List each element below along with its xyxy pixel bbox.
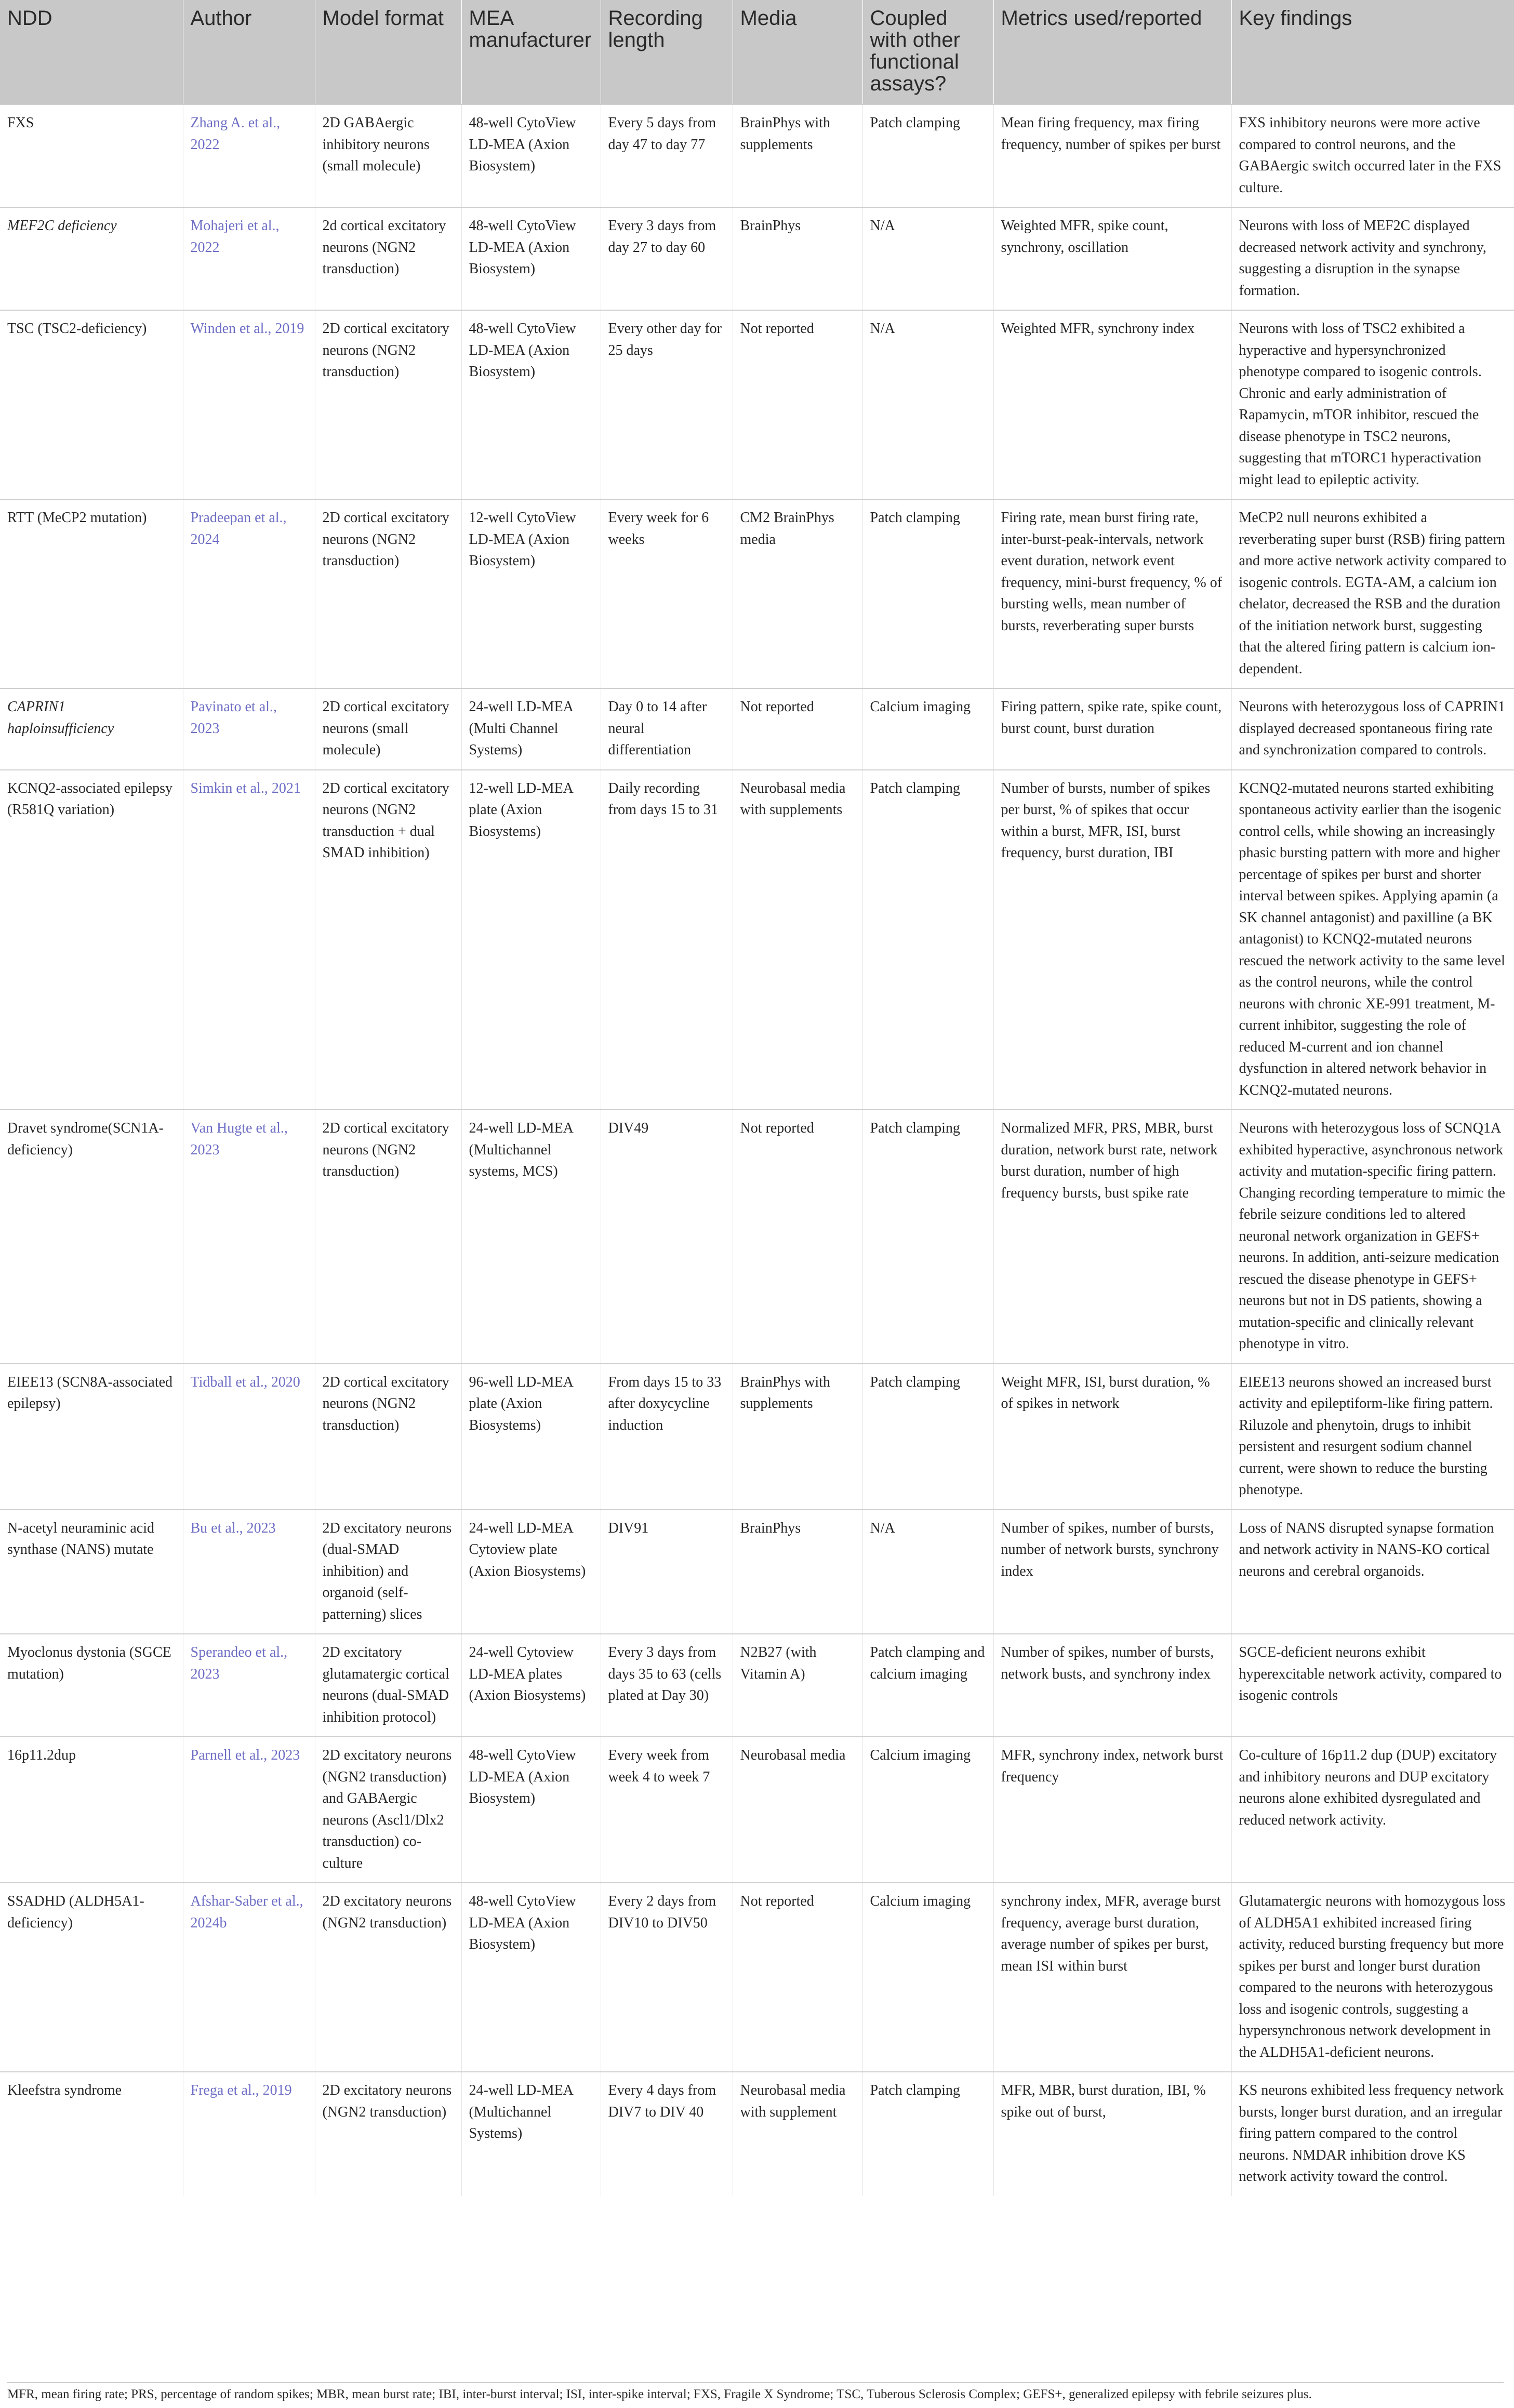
cell-key-findings: Neurons with heterozygous loss of SCNQ1A exhibited hyperactive, asynchronous network activity and mutation-specific firing pattern. Changing recording temperature to mimic the febrile seizure conditions led to altered neuronal network organization in GEFS+ neurons. In addition, anti-seizure medication rescued the disease phenotype in GEFS+ neurons but not in DS patients, showing a mutation-specific and clinically relevant phenotype in vitro.	[1231, 1110, 1514, 1364]
table-row	[0, 1110, 1514, 1364]
cell-ndd: SSADHD (ALDH5A1-deficiency)	[0, 1883, 183, 2072]
cell-key-findings: MeCP2 null neurons exhibited a reverberating super burst (RSB) firing pattern and more active network activity compared to isogenic controls. EGTA-AM, a calcium ion chelator, decreased the RSB and the duration of the initiation network burst, suggesting that the altered firing pattern is calcium ion-dependent.	[1231, 499, 1514, 688]
header-ndd: NDD	[0, 0, 183, 104]
cell-coupled-assays: Patch clamping	[862, 2072, 993, 2196]
table-row	[0, 688, 1514, 770]
cell-mea-manufacturer: 24-well LD-MEA Cytoview plate (Axion Biosystems)	[461, 1510, 601, 1634]
cell-author-link[interactable]: Afshar-Saber et al., 2024b	[183, 1883, 315, 2072]
cell-coupled-assays: Patch clamping	[862, 1110, 993, 1364]
cell-mea-manufacturer: 48-well CytoView LD-MEA (Axion Biosystem)	[461, 1737, 601, 1883]
cell-recording-length: Day 0 to 14 after neural differentiation	[601, 688, 733, 770]
table-row	[0, 499, 1514, 688]
cell-key-findings: Co-culture of 16p11.2 dup (DUP) excitatory and inhibitory neurons and DUP excitatory neurons alone exhibited dysregulated and reduced network activity.	[1231, 1737, 1514, 1883]
cell-recording-length: Every 2 days from DIV10 to DIV50	[601, 1883, 733, 2072]
cell-ndd: TSC (TSC2-deficiency)	[0, 310, 183, 499]
cell-model-format: 2D cortical excitatory neurons (NGN2 transduction)	[315, 310, 461, 499]
cell-key-findings: Neurons with loss of MEF2C displayed decreased network activity and synchrony, suggesting a disruption in the synapse formation.	[1231, 207, 1514, 310]
cell-metrics: Number of bursts, number of spikes per burst, % of spikes that occur within a burst, MFR, ISI, burst frequency, burst duration, IBI	[993, 770, 1231, 1110]
cell-media: BrainPhys with supplements	[733, 1364, 862, 1510]
cell-recording-length: Every week for 6 weeks	[601, 499, 733, 688]
cell-ndd: Dravet syndrome(SCN1A-deficiency)	[0, 1110, 183, 1364]
cell-author-link[interactable]: Mohajeri et al., 2022	[183, 207, 315, 310]
cell-model-format: 2D cortical excitatory neurons (small molecule)	[315, 688, 461, 770]
cell-coupled-assays: Calcium imaging	[862, 688, 993, 770]
cell-key-findings: KCNQ2-mutated neurons started exhibiting spontaneous activity earlier than the isogenic control cells, while showing an increasingly phasic bursting pattern with more and higher percentage of spikes per burst and shorter interval between spikes. Applying apamin (a SK channel antagonist) and paxilline (a BK antagonist) to KCNQ2-mutated neurons rescued the network activity to the same level as the control neurons, while the control neurons with chronic XE-991 treatment, M-current inhibitor, suggesting the role of reduced M-current and ion channel dysfunction in altered network behavior in KCNQ2-mutated neurons.	[1231, 770, 1514, 1110]
cell-metrics: Firing rate, mean burst firing rate, inter-burst-peak-intervals, network event duration, network event frequency, mini-burst frequency, % of bursting wells, mean number of bursts, reverberating super bursts	[993, 499, 1231, 688]
cell-metrics: MFR, synchrony index, network burst frequency	[993, 1737, 1231, 1883]
cell-key-findings: Neurons with loss of TSC2 exhibited a hyperactive and hypersynchronized phenotype compared to isogenic controls. Chronic and early administration of Rapamycin, mTOR inhibitor, rescued the disease phenotype in TSC2 neurons, suggesting that mTORC1 hyperactivation might lead to epileptic activity.	[1231, 310, 1514, 499]
table-row	[0, 1510, 1514, 1634]
cell-mea-manufacturer: 48-well CytoView LD-MEA (Axion Biosystem)	[461, 207, 601, 310]
cell-author-link[interactable]: Van Hugte et al., 2023	[183, 1110, 315, 1364]
cell-key-findings: SGCE-deficient neurons exhibit hyperexcitable network activity, compared to isogenic controls	[1231, 1634, 1514, 1737]
cell-metrics: Normalized MFR, PRS, MBR, burst duration, network burst rate, network burst duration, number of high frequency bursts, bust spike rate	[993, 1110, 1231, 1364]
cell-key-findings: FXS inhibitory neurons were more active compared to control neurons, and the GABAergic switch occurred later in the FXS culture.	[1231, 104, 1514, 207]
table-row	[0, 1634, 1514, 1737]
cell-coupled-assays: Patch clamping	[862, 104, 993, 207]
cell-key-findings: EIEE13 neurons showed an increased burst activity and epileptiform-like firing pattern. Riluzole and phenytoin, drugs to inhibit persistent and resurgent sodium channel current, were shown to reduce the bursting phenotype.	[1231, 1364, 1514, 1510]
cell-media: Not reported	[733, 1110, 862, 1364]
cell-media: Not reported	[733, 310, 862, 499]
cell-media: Neurobasal media with supplement	[733, 2072, 862, 2196]
cell-recording-length: DIV49	[601, 1110, 733, 1364]
cell-model-format: 2D excitatory neurons (NGN2 transduction) and GABAergic neurons (Ascl1/Dlx2 transduction) co-culture	[315, 1737, 461, 1883]
cell-recording-length: Every other day for 25 days	[601, 310, 733, 499]
cell-coupled-assays: Patch clamping and calcium imaging	[862, 1634, 993, 1737]
cell-recording-length: Every 5 days from day 47 to day 77	[601, 104, 733, 207]
cell-key-findings: Loss of NANS disrupted synapse formation and network activity in NANS-KO cortical neurons and cerebral organoids.	[1231, 1510, 1514, 1634]
cell-model-format: 2D excitatory glutamatergic cortical neurons (dual-SMAD inhibition protocol)	[315, 1634, 461, 1737]
cell-metrics: Number of spikes, number of bursts, network busts, and synchrony index	[993, 1634, 1231, 1737]
cell-media: BrainPhys	[733, 1510, 862, 1634]
table-footnote: MFR, mean firing rate; PRS, percentage of random spikes; MBR, mean burst rate; IBI, inter-burst interval; ISI, inter-spike interval; FXS, Fragile X Syndrome; TSC, Tuberous Sclerosis Complex; GEFS+, generalized epilepsy with febrile seizures plus.	[7, 2382, 1504, 2403]
cell-ndd: CAPRIN1 haploinsufficiency	[0, 688, 183, 770]
cell-coupled-assays: Calcium imaging	[862, 1737, 993, 1883]
table-row	[0, 310, 1514, 499]
table-row	[0, 1364, 1514, 1510]
cell-recording-length: DIV91	[601, 1510, 733, 1634]
cell-author-link[interactable]: Winden et al., 2019	[183, 310, 315, 499]
cell-recording-length: Every 3 days from days 35 to 63 (cells plated at Day 30)	[601, 1634, 733, 1737]
cell-mea-manufacturer: 96-well LD-MEA plate (Axion Biosystems)	[461, 1364, 601, 1510]
cell-media: CM2 BrainPhys media	[733, 499, 862, 688]
cell-metrics: MFR, MBR, burst duration, IBI, % spike out of burst,	[993, 2072, 1231, 2196]
cell-model-format: 2D cortical excitatory neurons (NGN2 transduction)	[315, 1110, 461, 1364]
table-row	[0, 770, 1514, 1110]
cell-coupled-assays: Patch clamping	[862, 499, 993, 688]
cell-ndd: 16p11.2dup	[0, 1737, 183, 1883]
cell-metrics: Mean firing frequency, max firing frequency, number of spikes per burst	[993, 104, 1231, 207]
header-recording-length: Recording length	[601, 0, 733, 104]
cell-recording-length: From days 15 to 33 after doxycycline induction	[601, 1364, 733, 1510]
cell-model-format: 2D excitatory neurons (dual-SMAD inhibition) and organoid (self-patterning) slices	[315, 1510, 461, 1634]
header-coupled-assays: Coupled with other functional assays?	[862, 0, 993, 104]
cell-mea-manufacturer: 48-well CytoView LD-MEA (Axion Biosystem)	[461, 1883, 601, 2072]
cell-ndd: KCNQ2-associated epilepsy (R581Q variation)	[0, 770, 183, 1110]
cell-coupled-assays: Patch clamping	[862, 1364, 993, 1510]
cell-author-link[interactable]: Bu et al., 2023	[183, 1510, 315, 1634]
cell-media: Not reported	[733, 1883, 862, 2072]
cell-coupled-assays: N/A	[862, 310, 993, 499]
cell-media: BrainPhys	[733, 207, 862, 310]
cell-metrics: Weighted MFR, spike count, synchrony, oscillation	[993, 207, 1231, 310]
cell-mea-manufacturer: 48-well CytoView LD-MEA (Axion Biosystem)	[461, 104, 601, 207]
cell-key-findings: KS neurons exhibited less frequency network bursts, longer burst duration, and an irregular firing pattern compared to the control neurons. NMDAR inhibition drove KS network activity toward the control.	[1231, 2072, 1514, 2196]
cell-author-link[interactable]: Parnell et al., 2023	[183, 1737, 315, 1883]
cell-recording-length: Every 4 days from DIV7 to DIV 40	[601, 2072, 733, 2196]
cell-metrics: Weight MFR, ISI, burst duration, % of spikes in network	[993, 1364, 1231, 1510]
cell-metrics: synchrony index, MFR, average burst frequency, average burst duration, average number of spikes per burst, mean ISI within burst	[993, 1883, 1231, 2072]
cell-mea-manufacturer: 12-well LD-MEA plate (Axion Biosystems)	[461, 770, 601, 1110]
cell-mea-manufacturer: 24-well LD-MEA (Multi Channel Systems)	[461, 688, 601, 770]
header-media: Media	[733, 0, 862, 104]
cell-ndd: EIEE13 (SCN8A-associated epilepsy)	[0, 1364, 183, 1510]
header-mea-manufacturer: MEA manufacturer	[461, 0, 601, 104]
cell-metrics: Number of spikes, number of bursts, number of network bursts, synchrony index	[993, 1510, 1231, 1634]
cell-recording-length: Daily recording from days 15 to 31	[601, 770, 733, 1110]
cell-author-link[interactable]: Pradeepan et al., 2024	[183, 499, 315, 688]
cell-mea-manufacturer: 12-well CytoView LD-MEA (Axion Biosystem)	[461, 499, 601, 688]
cell-author-link[interactable]: Simkin et al., 2021	[183, 770, 315, 1110]
cell-media: Neurobasal media with supplements	[733, 770, 862, 1110]
cell-model-format: 2D cortical excitatory neurons (NGN2 transduction + dual SMAD inhibition)	[315, 770, 461, 1110]
cell-author-link[interactable]: Frega et al., 2019	[183, 2072, 315, 2196]
table-row	[0, 1737, 1514, 1883]
header-author: Author	[183, 0, 315, 104]
header-key-findings: Key findings	[1231, 0, 1514, 104]
cell-model-format: 2D cortical excitatory neurons (NGN2 transduction)	[315, 499, 461, 688]
cell-ndd: FXS	[0, 104, 183, 207]
cell-author-link[interactable]: Pavinato et al., 2023	[183, 688, 315, 770]
cell-media: Not reported	[733, 688, 862, 770]
cell-author-link[interactable]: Zhang A. et al., 2022	[183, 104, 315, 207]
table-body	[0, 104, 1514, 2196]
table-row	[0, 104, 1514, 207]
cell-recording-length: Every 3 days from day 27 to day 60	[601, 207, 733, 310]
cell-coupled-assays: N/A	[862, 1510, 993, 1634]
cell-key-findings: Neurons with heterozygous loss of CAPRIN1 displayed decreased spontaneous firing rate and synchronization compared to controls.	[1231, 688, 1514, 770]
header-row	[0, 0, 1514, 104]
header-metrics: Metrics used/reported	[993, 0, 1231, 104]
cell-key-findings: Glutamatergic neurons with homozygous loss of ALDH5A1 exhibited increased firing activity, reduced bursting frequency but more spikes per burst and longer burst duration compared to the neurons with heterozygous loss and isogenic controls, suggesting a hypersynchronous network development in the ALDH5A1-deficient neurons.	[1231, 1883, 1514, 2072]
cell-media: BrainPhys with supplements	[733, 104, 862, 207]
table-row	[0, 207, 1514, 310]
cell-mea-manufacturer: 24-well LD-MEA (Multichannel Systems)	[461, 2072, 601, 2196]
table-row	[0, 2072, 1514, 2196]
cell-recording-length: Every week from week 4 to week 7	[601, 1737, 733, 1883]
cell-mea-manufacturer: 24-well Cytoview LD-MEA plates (Axion Biosystems)	[461, 1634, 601, 1737]
cell-metrics: Weighted MFR, synchrony index	[993, 310, 1231, 499]
table-row	[0, 1883, 1514, 2072]
cell-media: N2B27 (with Vitamin A)	[733, 1634, 862, 1737]
cell-ndd: N-acetyl neuraminic acid synthase (NANS) mutate	[0, 1510, 183, 1634]
cell-author-link[interactable]: Sperandeo et al., 2023	[183, 1634, 315, 1737]
cell-model-format: 2D excitatory neurons (NGN2 transduction)	[315, 2072, 461, 2196]
cell-ndd: RTT (MeCP2 mutation)	[0, 499, 183, 688]
cell-model-format: 2D cortical excitatory neurons (NGN2 transduction)	[315, 1364, 461, 1510]
cell-mea-manufacturer: 48-well CytoView LD-MEA (Axion Biosystem)	[461, 310, 601, 499]
cell-coupled-assays: Patch clamping	[862, 770, 993, 1110]
header-model-format: Model format	[315, 0, 461, 104]
cell-ndd: Myoclonus dystonia (SGCE mutation)	[0, 1634, 183, 1737]
cell-coupled-assays: Calcium imaging	[862, 1883, 993, 2072]
cell-media: Neurobasal media	[733, 1737, 862, 1883]
cell-model-format: 2D GABAergic inhibitory neurons (small molecule)	[315, 104, 461, 207]
cell-coupled-assays: N/A	[862, 207, 993, 310]
cell-model-format: 2D excitatory neurons (NGN2 transduction)	[315, 1883, 461, 2072]
cell-ndd: MEF2C deficiency	[0, 207, 183, 310]
cell-model-format: 2d cortical excitatory neurons (NGN2 transduction)	[315, 207, 461, 310]
cell-ndd: Kleefstra syndrome	[0, 2072, 183, 2196]
cell-mea-manufacturer: 24-well LD-MEA (Multichannel systems, MCS)	[461, 1110, 601, 1364]
cell-metrics: Firing pattern, spike rate, spike count, burst count, burst duration	[993, 688, 1231, 770]
cell-author-link[interactable]: Tidball et al., 2020	[183, 1364, 315, 1510]
